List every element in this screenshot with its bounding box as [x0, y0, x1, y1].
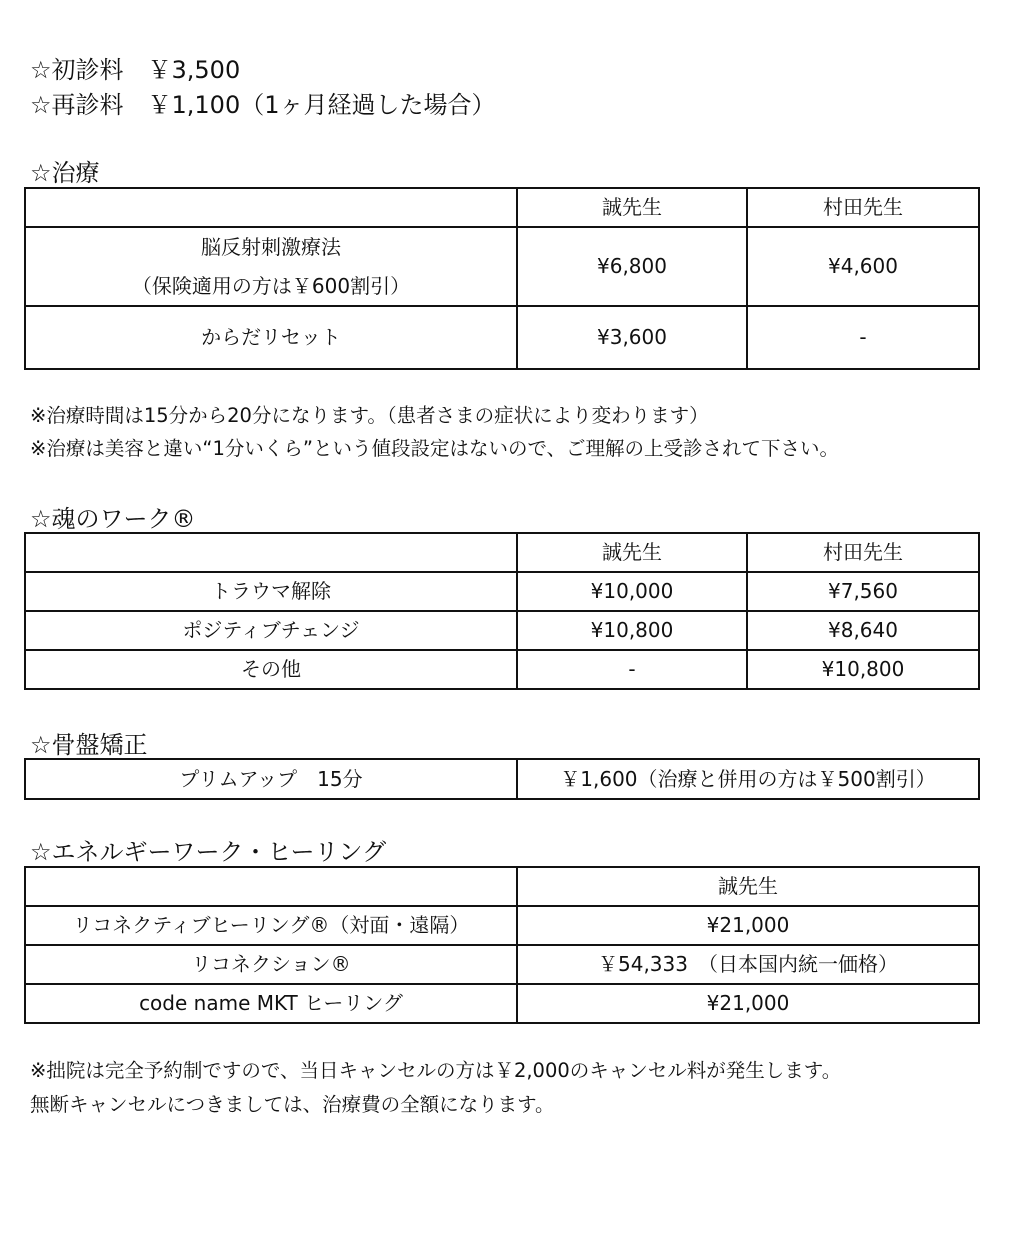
- table-row: [25, 650, 979, 689]
- price-cell: ¥7,560: [747, 572, 979, 611]
- repeat-visit-fee: ☆再診料 ￥1,100（1ヶ月経過した場合）: [30, 91, 496, 119]
- service-name-cell: その他: [25, 650, 517, 689]
- treatment-discount-note: （保険適用の方は￥600割引）: [131, 273, 411, 298]
- service-name-cell: プリムアップ 15分: [25, 759, 517, 799]
- table-header-row: [25, 188, 979, 227]
- soul-work-table: [24, 532, 980, 690]
- service-name-cell: ポジティブチェンジ: [25, 611, 517, 650]
- treatment-note: ※治療は美容と違い“1分いくら”という値段設定はないので、ご理解の上受診されて下さい。: [30, 437, 840, 460]
- table-header-cell: 誠先生: [517, 533, 747, 572]
- table-header-cell: [25, 188, 517, 227]
- table-row: [25, 227, 979, 306]
- treatment-note: ※治療時間は15分から20分になります。（患者さまの症状により変わります）: [30, 404, 709, 427]
- service-name-cell: リコネクティブヒーリング®（対面・遠隔）: [25, 906, 517, 945]
- soul-work-heading: ☆魂のワーク®: [30, 505, 196, 533]
- price-cell: ￥54,333 （日本国内統一価格）: [517, 945, 979, 984]
- table-header-row: [25, 533, 979, 572]
- table-row: [25, 759, 979, 799]
- price-cell: -: [517, 650, 747, 689]
- treatment-name: 脳反射刺激療法: [201, 234, 341, 259]
- price-cell: ¥4,600: [747, 227, 979, 306]
- service-name-cell: code name MKT ヒーリング: [25, 984, 517, 1023]
- cancellation-note: ※拙院は完全予約制ですので、当日キャンセルの方は￥2,000のキャンセル料が発生します。: [30, 1059, 842, 1082]
- price-cell: ¥3,600: [517, 306, 747, 369]
- table-row: [25, 572, 979, 611]
- price-cell: ¥8,640: [747, 611, 979, 650]
- pelvis-table: [24, 758, 980, 800]
- treatment-name-cell: からだリセット: [25, 306, 517, 369]
- table-header-cell: 村田先生: [747, 188, 979, 227]
- service-name-cell: リコネクション®: [25, 945, 517, 984]
- price-cell: ￥1,600（治療と併用の方は￥500割引）: [517, 759, 979, 799]
- price-cell: ¥10,800: [517, 611, 747, 650]
- price-cell: ¥6,800: [517, 227, 747, 306]
- first-visit-fee: ☆初診料 ￥3,500: [30, 56, 241, 84]
- table-header-cell: 誠先生: [517, 188, 747, 227]
- energy-table: [24, 866, 980, 1024]
- price-cell: ¥10,800: [747, 650, 979, 689]
- treatment-table: [24, 187, 980, 370]
- price-cell: ¥21,000: [517, 984, 979, 1023]
- table-header-cell: [25, 533, 517, 572]
- cancellation-note: 無断キャンセルにつきましては、治療費の全額になります。: [30, 1093, 555, 1116]
- table-row: [25, 945, 979, 984]
- pelvis-heading: ☆骨盤矯正: [30, 731, 148, 759]
- table-header-row: [25, 867, 979, 906]
- treatment-name-cell: [25, 227, 517, 306]
- table-row: [25, 984, 979, 1023]
- table-row: [25, 906, 979, 945]
- table-row: [25, 306, 979, 369]
- table-row: [25, 611, 979, 650]
- service-name-cell: トラウマ解除: [25, 572, 517, 611]
- energy-heading: ☆エネルギーワーク・ヒーリング: [30, 838, 387, 866]
- treatment-heading: ☆治療: [30, 159, 100, 187]
- price-cell: ¥10,000: [517, 572, 747, 611]
- table-header-cell: 誠先生: [517, 867, 979, 906]
- price-cell: -: [747, 306, 979, 369]
- table-header-cell: 村田先生: [747, 533, 979, 572]
- price-cell: ¥21,000: [517, 906, 979, 945]
- table-header-cell: [25, 867, 517, 906]
